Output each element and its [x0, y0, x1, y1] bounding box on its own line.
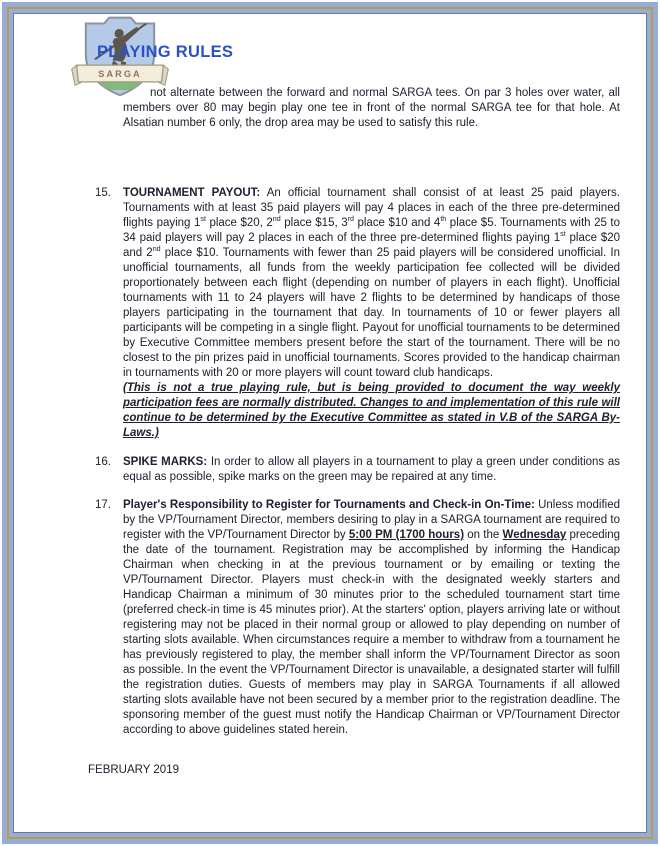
- rule-item-15: [14, 186, 646, 441]
- footer-date: FEBRUARY 2019: [88, 764, 179, 776]
- rule-item-16: [14, 455, 646, 485]
- rule-paragraph: Player's Responsibility to Register for Tournaments and Check-in On-Time: Unless modified by the VP/Tournament Director, members desiring to play in a SARGA tournament are required to register with the VP/Tournament Director by 5:00 PM (1700 hours) on the Wednesday preceding the date of the tournament. Registration may be accomplished by informing the Handicap Chairman when checking in at the previous tournament or by emailing or texting the VP/Tournament Director. Players must check-in with the designated weekly starters and Handicap Chairman a minimum of 30 minutes prior to the scheduled tournament start time (preferred check-in time is 45 minutes prior). At the starters' option, players arriving late or without registering may not be placed in their normal group or allowed to play depending on number of starting slots available. When circumstances require a member to withdraw from a tournament he has previously registered to play, the member shall inform the VP/Tournament Director as soon as possible. In the event the VP/Tournament Director is unavailable, a designated starter will fulfill the registration duties. Guests of members may play in SARGA Tournaments if all allowed starting slots available have not been secured by a member prior to the registration deadline. The sponsoring member of the guest must notify the Handicap Chairman or VP/Tournament Director according to above guidelines stated herein.: [123, 499, 620, 736]
- page-border-inner-blue: [9, 9, 651, 837]
- page-border-gold-line: [7, 7, 653, 839]
- ribbon-banner: [72, 65, 169, 85]
- rule-number: 17.: [95, 499, 111, 511]
- page-border-inner-line: [13, 13, 647, 833]
- rule-item-17: [14, 498, 646, 738]
- document-header: [14, 14, 646, 86]
- rule-body: [123, 186, 620, 441]
- rules-list: [14, 186, 646, 738]
- rule-paragraph: SPIKE MARKS: In order to allow all players in a tournament to play a green under conditions as equal as possible, spike marks on the green may be repaired at any time.: [123, 456, 620, 483]
- rule-number: 16.: [95, 456, 111, 468]
- logo-banner-text: SARGA: [98, 69, 142, 80]
- rule-note-paragraph: (This is not a true playing rule, but is being provided to document the way weekly participation fees are normally distributed. Changes to and implementation of this rule will continue to be determined by the Executive Committee as stated in V.B of the SARGA By-Laws.): [123, 382, 620, 439]
- page-border-outer: [2, 2, 658, 844]
- page-title: PLAYING RULES: [97, 43, 234, 61]
- rule-paragraph: TOURNAMENT PAYOUT: An official tournament shall consist of at least 25 paid players. Tournaments with at least 35 paid players will pay 4 places in each of the three pre-determined flights paying 1st place $20, 2nd place $15, 3rd place $10 and 4th place $5. Tournaments with 25 to 34 paid players will pay 2 places in each of the three pre-determined flights paying 1st place $20 and 2nd place $10. Tournaments with fewer than 25 paid players will be considered unofficial. In unofficial tournaments, all funds from the weekly participation fee collected will be divided proportionately between each flight (depending on number of players in each flight). Unofficial tournaments with 11 to 24 players will have 2 flights to be determined by handicaps of those players participating in the tournament that day. In tournaments of 10 or fewer players all participants will be competing in a single flight. Payout for unofficial tournaments to be determined by Executive Committee members present before the start of the tournament. There will be no closest to the pin prizes paid in unofficial tournaments. Scores provided to the handicap chairman in tournaments with 20 or more players will count toward club handicaps.: [123, 187, 621, 379]
- page-content: [14, 14, 646, 832]
- rule-body: [123, 455, 620, 485]
- rule-number: 15.: [95, 187, 111, 199]
- intro-paragraph: not alternate between the forward and normal SARGA tees. On par 3 holes over water, all members over 80 may begin play one tee in front of the normal SARGA tee for that hole. At Alsatian number 6 only, the drop area may be used to satisfy this rule.: [123, 87, 620, 129]
- rule-body: [123, 498, 620, 738]
